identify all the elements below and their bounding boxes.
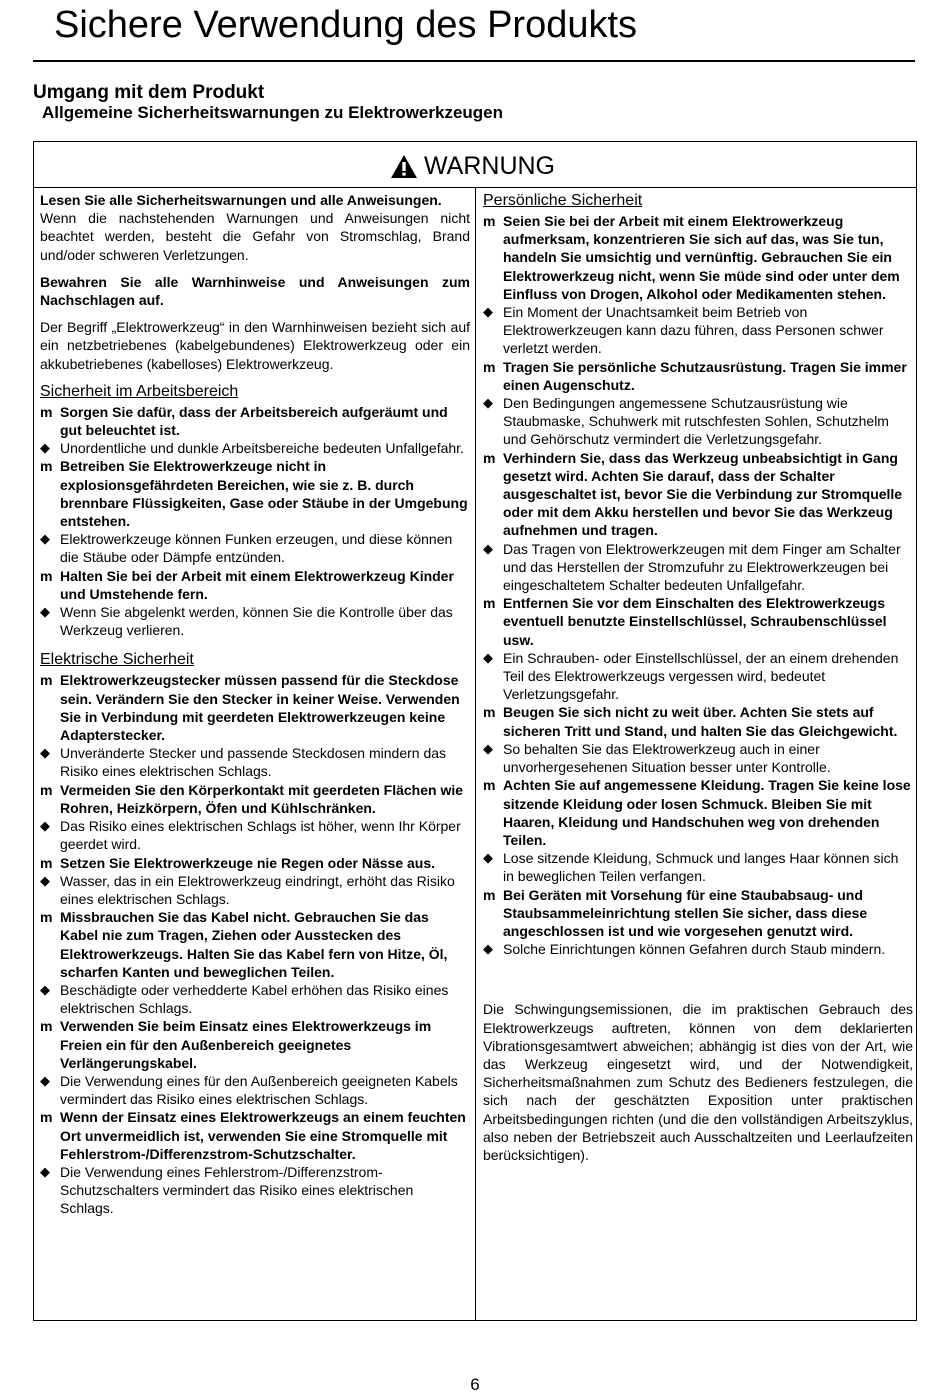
electrical-title: Elektrische Sicherheit [40, 651, 194, 669]
item-text: Elektrowerkzeuge können Funken erzeugen, und diese können die Stäube oder Dämpfe entzünden. [60, 531, 453, 566]
rule-bullet-icon: m [483, 358, 496, 375]
work-area-title: Sicherheit im Arbeitsbereich [40, 382, 239, 400]
work-area-list [40, 403, 470, 640]
reason-diamond-icon: ◆ [483, 941, 493, 957]
item-text: Beschädigte oder verhedderte Kabel erhöhen das Risiko eines elektrischen Schlags. [60, 981, 449, 1017]
rule-bullet-icon: m [483, 886, 496, 903]
reason-diamond-icon: ◆ [40, 604, 50, 620]
warning-header [34, 142, 916, 188]
reason-diamond-icon: ◆ [40, 531, 50, 547]
intro-read-all-bold: Lesen Sie alle Sicherheitswarnungen und alle Anweisungen. [40, 192, 442, 208]
page-number: 6 [470, 1375, 480, 1394]
rule-item [483, 212, 913, 303]
item-text: Setzen Sie Elektrowerkzeuge nie Regen oder Nässe aus. [60, 854, 436, 871]
reason-item [483, 540, 913, 595]
item-text: Entfernen Sie vor dem Einschalten des Elektrowerkzeugs eventuell benutzte Einstellschlüssel, Schraubenschlüssel usw. [503, 595, 887, 648]
rule-bullet-icon: m [483, 704, 496, 721]
item-text: Bei Geräten mit Vorsehung für eine Staubabsaug- und Staubsammeleinrichtung stellen Sie sicher, dass diese angeschlossen ist und wie vorgesehen genutzt wird. [503, 886, 868, 939]
reason-diamond-icon: ◆ [40, 745, 50, 761]
item-text: Beugen Sie sich nicht zu weit über. Achten Sie stets auf sicheren Tritt und Stand, und halten Sie das Gleichgewicht. [503, 704, 898, 739]
rule-bullet-icon: m [483, 777, 496, 794]
reason-diamond-icon: ◆ [483, 740, 493, 756]
reason-item [40, 744, 470, 780]
item-text: Missbrauchen Sie das Kabel nicht. Gebrauchen Sie das Kabel nie zum Tragen, Ziehen oder Ausstecken des Elektrowerkzeugs. Halten Sie das Kabel fern von Hitze, Öl, scharfen Kanten und beweglichen Teilen. [60, 909, 448, 980]
item-text: Die Verwendung eines Fehlerstrom-/Differenzstrom-Schutzschalters vermindert das Risiko eines elektrischen Schlags. [60, 1163, 414, 1217]
item-text: Halten Sie bei der Arbeit mit einem Elektrowerkzeug Kinder und Umstehende fern. [60, 567, 454, 602]
rule-item [483, 886, 913, 941]
item-text: Ein Schrauben- oder Einstellschlüssel, der an einem drehenden Teil des Elektrowerkzeugs vergessen wird, bedeutet Verletzungsgefahr. [503, 649, 899, 703]
intro-term-definition: Der Begriff „Elektrowerkzeug“ in den Warnhinweisen bezieht sich auf ein netzbetriebenes (kabelgebundenes) Elektrowerkzeug oder ein akkubetriebenes (kabelloses) Elektrowerkzeug. [40, 319, 470, 372]
rule-item [40, 403, 470, 439]
reason-item [40, 530, 470, 566]
rule-bullet-icon: m [40, 672, 53, 689]
item-text: Den Bedingungen angemessene Schutzausrüstung wie Staubmaske, Schuhwerk mit rutschfesten Sohlen, Schutzhelm und Gehörschutz vermindert die Verletzungsgefahr. [503, 395, 889, 448]
item-text: Wenn der Einsatz eines Elektrowerkzeugs an einem feuchten Ort unvermeidlich ist, verwenden Sie eine Stromquelle mit Fehlerstrom-/Differenzstrom-Schutzschalter. [60, 1109, 466, 1162]
reason-diamond-icon: ◆ [483, 850, 493, 866]
reason-diamond-icon: ◆ [40, 981, 50, 997]
rule-bullet-icon: m [40, 567, 53, 584]
intro-keep-instructions: Bewahren Sie alle Warnhinweise und Anweisungen zum Nachschlagen auf. [40, 273, 470, 309]
rule-bullet-icon: m [483, 213, 496, 229]
rule-bullet-icon: m [40, 909, 53, 926]
item-text: Das Tragen von Elektrowerkzeugen mit dem Finger am Schalter und das Herstellen der Stromzufuhr zu Elektrowerkzeugen bei eingeschaltetem Schalter bedeuten Unfallgefahr. [503, 540, 901, 594]
item-text: Wasser, das in ein Elektrowerkzeug eindringt, erhöht das Risiko eines elektrischen Schlags. [60, 872, 455, 907]
title-rule [33, 60, 915, 62]
rule-bullet-icon: m [40, 781, 53, 798]
reason-diamond-icon: ◆ [40, 872, 50, 888]
reason-item [40, 872, 470, 908]
rule-item [40, 1108, 470, 1163]
rule-bullet-icon: m [40, 1018, 53, 1035]
reason-item [483, 394, 913, 449]
reason-diamond-icon: ◆ [483, 540, 493, 556]
rule-item [483, 703, 913, 739]
rule-item [40, 781, 470, 817]
reason-item [40, 1163, 470, 1218]
rule-bullet-icon: m [483, 595, 496, 612]
rule-bullet-icon: m [40, 1109, 53, 1126]
rule-bullet-icon: m [40, 403, 53, 420]
rule-item [483, 776, 913, 849]
rule-item [483, 594, 913, 649]
item-text: Lose sitzende Kleidung, Schmuck und langes Haar können sich in beweglichen Teilen verfangen. [503, 850, 899, 885]
item-text: Wenn Sie abgelenkt werden, können Sie die Kontrolle über das Werkzeug verlieren. [60, 604, 453, 639]
item-text: Elektrowerkzeugstecker müssen passend für die Steckdose sein. Verändern Sie den Stecker in keiner Weise. Verwenden Sie in Verbindung mit geerdeten Elektrowerkzeugen keine Adapterstecker. [60, 672, 460, 744]
page-title: Sichere Verwendung des Produkts [54, 4, 638, 46]
rule-bullet-icon: m [40, 458, 53, 475]
item-text: Das Risiko eines elektrischen Schlags ist höher, wenn Ihr Körper geerdet wird. [60, 818, 461, 853]
reason-diamond-icon: ◆ [40, 1072, 50, 1088]
intro-read-all-text: Wenn die nachstehenden Warnungen und Anweisungen nicht beachtet werden, besteht die Gefahr von Stromschlag, Brand und/oder schweren Verletzungen. [40, 210, 470, 263]
item-text: Unveränderte Stecker und passende Steckdosen mindern das Risiko eines elektrischen Schlags. [60, 745, 447, 780]
rule-item [40, 671, 470, 744]
item-text: Die Verwendung eines für den Außenbereich geeigneten Kabels vermindert das Risiko eines elektrischen Schlags. [60, 1072, 458, 1108]
reason-item [483, 303, 913, 358]
item-text: Tragen Sie persönliche Schutzausrüstung. Tragen Sie immer einen Augenschutz. [503, 358, 907, 393]
personal-title: Persönliche Sicherheit [483, 192, 643, 209]
reason-item [40, 981, 470, 1017]
reason-item [483, 940, 913, 958]
reason-item [483, 649, 913, 704]
item-text: So behalten Sie das Elektrowerkzeug auch in einer unvorhergesehenen Situation besser unter Kontrolle. [503, 740, 831, 776]
rule-item [40, 567, 470, 603]
item-text: Vermeiden Sie den Körperkontakt mit geerdeten Flächen wie Rohren, Heizkörpern, Öfen und Kühlschränken. [60, 781, 464, 816]
item-text: Betreiben Sie Elektrowerkzeuge nicht in explosionsgefährdeten Bereichen, wie sie z. B. durch brennbare Flüssigkeiten, Gase oder Stäube in der Umgebung entstehen. [60, 458, 468, 530]
reason-diamond-icon: ◆ [483, 304, 493, 320]
rule-item [40, 854, 470, 872]
rule-item [483, 449, 913, 540]
rule-item [40, 1017, 470, 1072]
intro-read-all [40, 191, 470, 264]
reason-diamond-icon: ◆ [40, 440, 50, 456]
rule-bullet-icon: m [40, 854, 53, 871]
sub-heading: Allgemeine Sicherheitswarnungen zu Elektrowerkzeugen [42, 103, 504, 122]
item-text: Verhindern Sie, dass das Werkzeug unbeabsichtigt in Gang gesetzt wird. Achten Sie darauf, dass der Schalter ausgeschaltet ist, bevor Sie die Verbindung zur Stromquelle oder mit dem Akku herstellen und bevor Sie das Werkzeug aufnehmen und tragen. [503, 449, 903, 539]
item-text: Verwenden Sie beim Einsatz eines Elektrowerkzeugs im Freien ein für den Außenbereich geeignetes Verlängerungskabel. [60, 1018, 432, 1071]
section-heading: Umgang mit dem Produkt [33, 82, 265, 103]
rule-item [40, 457, 470, 530]
warning-text: WARNUNG [424, 152, 556, 180]
electrical-list [40, 671, 470, 1217]
item-text: Achten Sie auf angemessene Kleidung. Tragen Sie keine lose sitzende Kleidung oder losen Schmuck. Bleiben Sie mit Haaren, Kleidung und Handschuhen weg von drehenden Teilen. [503, 777, 911, 848]
reason-diamond-icon: ◆ [483, 395, 493, 411]
rule-item [40, 908, 470, 981]
left-column [40, 191, 470, 1218]
item-text: Seien Sie bei der Arbeit mit einem Elektrowerkzeug aufmerksam, konzentrieren Sie sich auf das, was Sie tun, handeln Sie umsichtig und vernünftig. Gebrauchen Sie ein Elektrowerkzeug nicht, wenn Sie müde sind oder unter dem Einfluss von Drogen, Alkohol oder Medikamenten stehen. [503, 213, 900, 302]
reason-diamond-icon: ◆ [40, 818, 50, 834]
reason-diamond-icon: ◆ [40, 1163, 50, 1179]
item-text: Solche Einrichtungen können Gefahren durch Staub mindern. [503, 941, 886, 958]
item-text: Sorgen Sie dafür, dass der Arbeitsbereich aufgeräumt und gut beleuchtet ist. [60, 403, 448, 439]
rule-bullet-icon: m [483, 449, 496, 466]
vibration-note: Die Schwingungsemissionen, die im praktischen Gebrauch des Elektrowerkzeugs auftreten, können von dem deklarierten Vibrationsgesamtwert abweichen; abhängig ist dies von der Art, wie das Werkzeug eingesetzt wird, und der Notwendigkeit, Sicherheitsmaßnahmen zum Schutz des Bedieners festzulegen, die sich nach der geschätzten Exposition unter praktischen Arbeitsbedingungen richten (und die den vollständigen Arbeitszyklus, also neben der Betriebszeit auch Ausschaltzeiten und Leerlaufzeiten berücksichtigen). [483, 1001, 913, 1163]
reason-item [483, 740, 913, 776]
reason-item [40, 439, 470, 457]
rule-item [483, 358, 913, 394]
item-text: Ein Moment der Unachtsamkeit beim Betrieb von Elektrowerkzeugen kann dazu führen, dass Personen schwer verletzt werden. [503, 304, 884, 357]
column-divider [475, 188, 476, 1320]
reason-item [40, 603, 470, 639]
reason-item [483, 849, 913, 885]
right-column [483, 191, 913, 1173]
reason-item [40, 1072, 470, 1108]
personal-list [483, 212, 913, 958]
warning-box [33, 141, 917, 1321]
warning-triangle-icon [390, 154, 418, 179]
reason-diamond-icon: ◆ [483, 649, 493, 665]
reason-item [40, 817, 470, 853]
item-text: Unordentliche und dunkle Arbeitsbereiche bedeuten Unfallgefahr. [60, 440, 464, 457]
warning-label [390, 152, 555, 181]
